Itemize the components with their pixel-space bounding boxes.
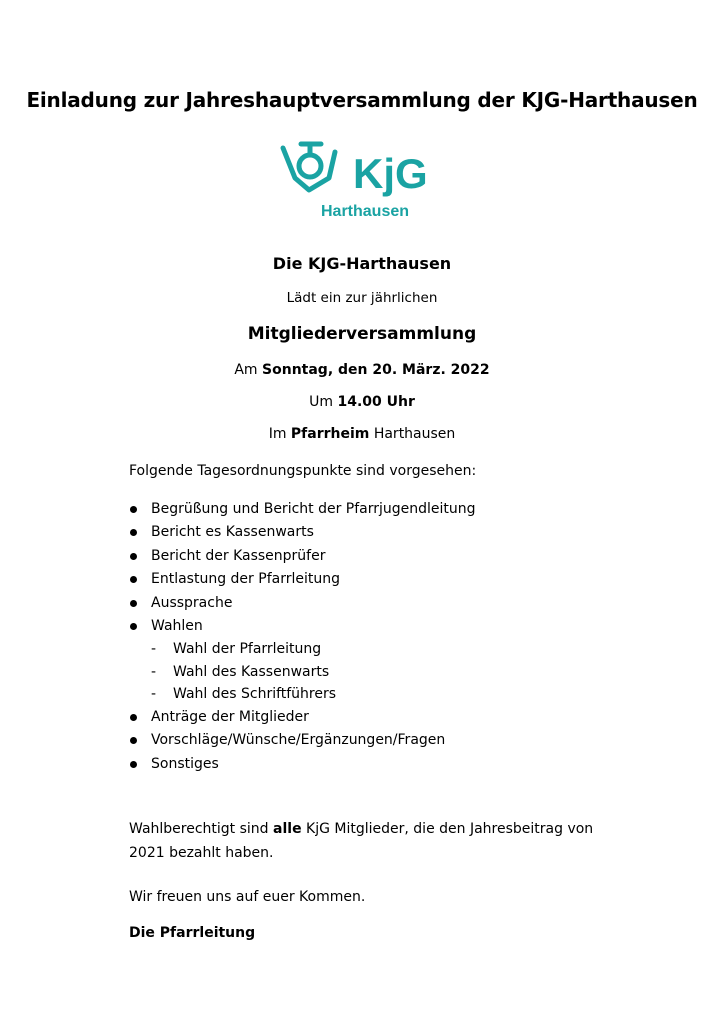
dash-marker: - (151, 686, 157, 703)
eligibility-note (129, 817, 629, 865)
dash-marker: - (151, 663, 157, 680)
logo-text: KjG (353, 150, 428, 197)
event-name: Mitgliederversammlung (247, 324, 477, 344)
kjg-logo (277, 138, 437, 222)
time-line (0, 394, 724, 410)
eligibility-after: KjG Mitglieder, die den Jahresbeitrag von 2021 bezahlt haben. (129, 821, 594, 861)
time-value: 14.00 Uhr (337, 394, 415, 410)
document-title: Einladung zur Jahreshauptversammlung der KJG-Harthausen (26, 88, 698, 112)
org-line: Die KJG-Harthausen (272, 254, 452, 273)
logo-subtext: Harthausen (321, 203, 410, 220)
eligibility-bold: alle (273, 821, 302, 837)
signature: Die Pfarrleitung (129, 925, 256, 941)
date-value: Sonntag, den 20. März. 2022 (262, 362, 490, 378)
document-page: Einladung zur Jahreshauptversammlung der KJG-Harthausen KjG Harthausen Die KJG-Harthausen Lädt ein zur jährlichen Mitgliederversammlung Am Sonntag, den 20. März. 2022 Um 14.00 Uhr Im Pfarrheim Harthausen Folgende Tagesordnungspunkte sind vorgesehen: Begrüßung und Bericht der Pfarrjugendleitung Bericht es Kassenwarts Bericht der Kassenprüfer Entlastung der Pfarrleitung Aussprache Wahlen - Wahl der Pfarrleitung - Wahl des Kassenwarts - Wahl des Schriftführers Anträge der Mitglieder Vorschläge/Wünsche/Ergänzungen/Fragen Sonstiges Wahlberechtigt sind alle KjG Mitglieder, die den Jahresbeitrag von 2021 bezahlt haben. Wir freuen uns auf euer Kommen. Die Pfarrleitung (0, 0, 724, 1024)
eligibility-before: Wahlberechtigt sind (129, 821, 274, 837)
closing-line: Wir freuen uns auf euer Kommen. (129, 889, 366, 905)
place-suffix: Harthausen (369, 426, 456, 442)
kjg-logo-graphic (277, 138, 437, 222)
dash-marker: - (151, 641, 157, 658)
agenda-intro: Folgende Tagesordnungspunkte sind vorgesehen: (129, 463, 477, 479)
invite-line: Lädt ein zur jährlichen (286, 290, 438, 306)
time-prefix: Um (309, 394, 338, 410)
date-prefix: Am (234, 362, 263, 378)
place-bold: Pfarrheim (290, 426, 370, 442)
date-line (0, 362, 724, 378)
place-line (0, 426, 724, 442)
place-prefix: Im (268, 426, 291, 442)
